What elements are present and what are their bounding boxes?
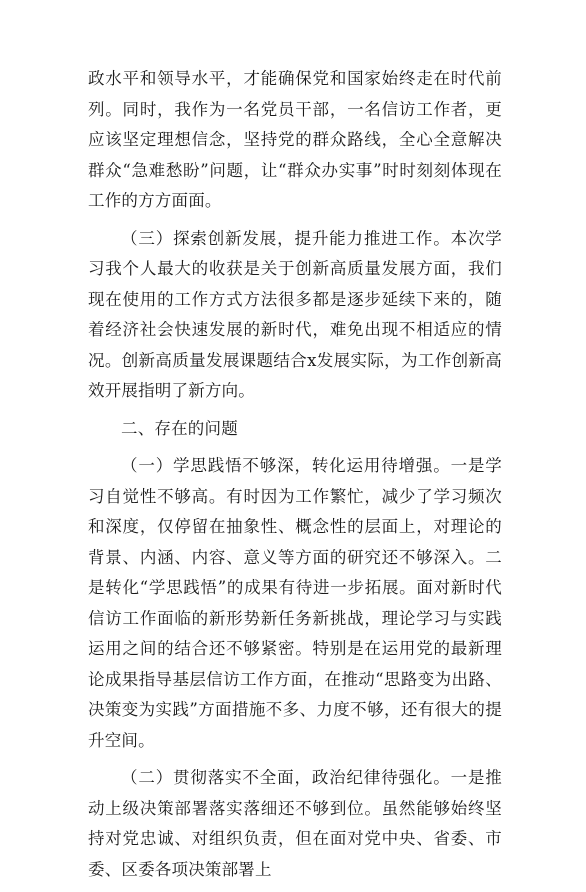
paragraph-problem-1: （一）学思践悟不够深，转化运用待增强。一是学习自觉性不够高。有时因为工作繁忙，减少了学习频次和深度，仅停留在抽象性、概念性的层面上，对理论的背景、内涵、内容、意义等方面的研究还不够深入。二是转化“学思践悟”的成果有待进一步拓展。面对新时代信访工作面临的新形势新任务新挑战，理论学习与实践运用之间的结合还不够紧密。特别是在运用党的最新理论成果指导基层信访工作方面，在推动“思路变为出路、决策变为实践”方面措施不多、力度不够，还有很大的提升空间。 [88,456,502,750]
paragraph-section-3: （三）探索创新发展，提升能力推进工作。本次学习我个人最大的收获是关于创新高质量发展方面，我们现在使用的工作方式方法很多都是逐步延续下来的，随着经济社会快速发展的新时代，难免出现不相适应的情况。创新高质量发展课题结合x发展实际，为工作创新高效开展指明了新方向。 [88,228,502,400]
paragraph-continuation: 政水平和领导水平，才能确保党和国家始终走在时代前列。同时，我作为一名党员干部，一名信访工作者，更应该坚定理想信念，坚持党的群众路线，全心全意解决群众“急难愁盼”问题，让“群众办实事”时时刻刻体现在工作的方方面面。 [88,69,502,210]
section-heading-problems: 二、存在的问题 [121,418,238,438]
document-body [88,64,502,892]
paragraph-problem-2: （二）贯彻落实不全面，政治纪律待强化。一是推动上级决策部署落实落细还不够到位。虽然能够始终坚持对党忠诚、对组织负责，但在面对党中央、省委、市委、区委各项决策部署上 [88,768,502,879]
